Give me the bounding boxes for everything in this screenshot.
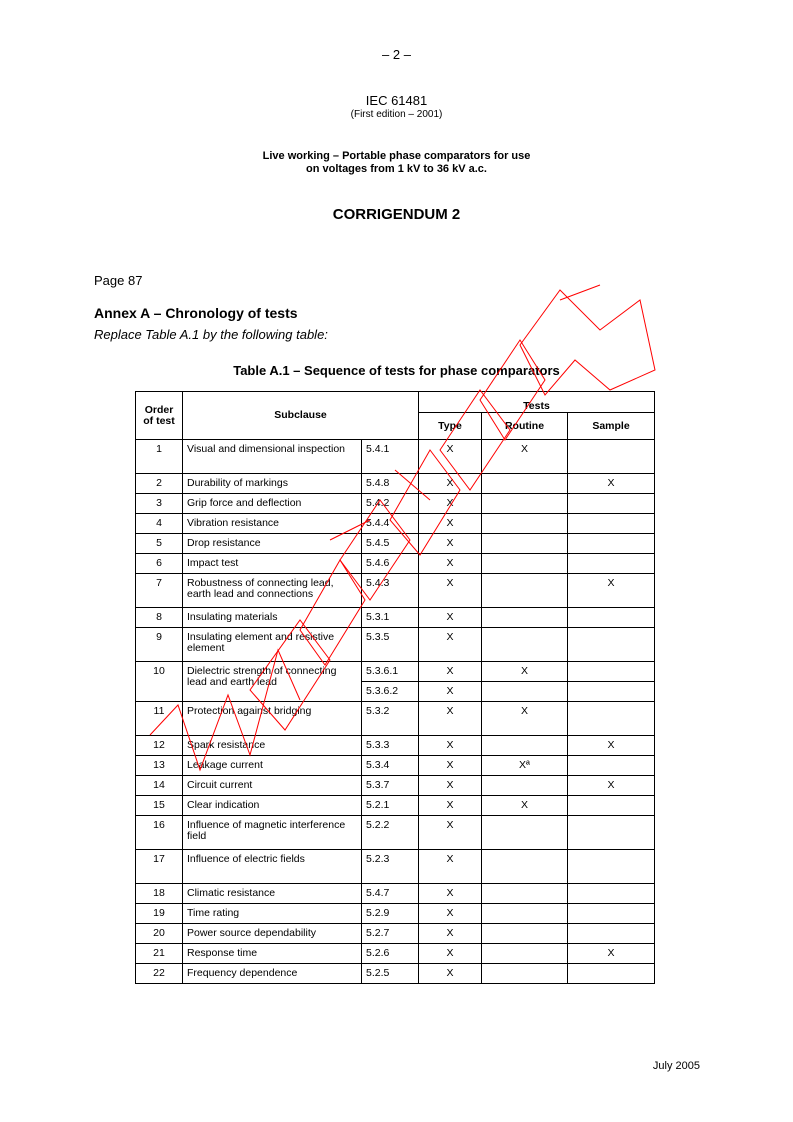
clause-cell: 5.4.7 xyxy=(362,884,419,904)
annex-heading: Annex A – Chronology of tests xyxy=(94,305,298,321)
type-cell: X xyxy=(419,554,482,574)
clause-cell: 5.4.3 xyxy=(362,574,419,608)
subclause-name-cell: Drop resistance xyxy=(183,534,362,554)
sample-cell: X xyxy=(568,736,655,756)
clause-cell: 5.4.2 xyxy=(362,494,419,514)
subclause-name-cell: Visual and dimensional inspection xyxy=(183,440,362,474)
routine-cell: X xyxy=(482,796,568,816)
type-cell: X xyxy=(419,756,482,776)
page-reference: Page 87 xyxy=(94,273,143,288)
subclause-name-cell: Circuit current xyxy=(183,776,362,796)
order-cell: 11 xyxy=(136,702,183,736)
subclause-name-cell: Insulating element and resistive element xyxy=(183,628,362,662)
type-cell: X xyxy=(419,514,482,534)
clause-cell: 5.3.2 xyxy=(362,702,419,736)
type-cell: X xyxy=(419,702,482,736)
routine-cell: Xª xyxy=(482,756,568,776)
subclause-name-cell: Clear indication xyxy=(183,796,362,816)
order-cell: 17 xyxy=(136,850,183,884)
type-cell: X xyxy=(419,796,482,816)
subclause-name-cell: Response time xyxy=(183,944,362,964)
header-order: Order of test xyxy=(136,392,183,440)
subclause-name-cell: Climatic resistance xyxy=(183,884,362,904)
subclause-name-cell: Robustness of connecting lead, earth lead and connections xyxy=(183,574,362,608)
type-cell: X xyxy=(419,964,482,984)
sample-cell: X xyxy=(568,574,655,608)
type-cell: X xyxy=(419,494,482,514)
subclause-name-cell: Spark resistance xyxy=(183,736,362,756)
order-cell: 10 xyxy=(136,662,183,702)
order-cell: 6 xyxy=(136,554,183,574)
type-cell: X xyxy=(419,850,482,884)
clause-cell: 5.3.6.2 xyxy=(362,682,419,702)
routine-cell: X xyxy=(482,440,568,474)
clause-cell: 5.4.1 xyxy=(362,440,419,474)
order-cell: 13 xyxy=(136,756,183,776)
header-tests: Tests xyxy=(419,392,655,413)
order-cell: 18 xyxy=(136,884,183,904)
type-cell: X xyxy=(419,884,482,904)
clause-cell: 5.2.9 xyxy=(362,904,419,924)
order-cell: 19 xyxy=(136,904,183,924)
title-line-1: Live working – Portable phase comparators for use xyxy=(262,150,531,162)
order-cell: 14 xyxy=(136,776,183,796)
clause-cell: 5.4.4 xyxy=(362,514,419,534)
title-line-2: on voltages from 1 kV to 36 kV a.c. xyxy=(306,163,487,175)
subclause-name-cell: Influence of electric fields xyxy=(183,850,362,884)
order-cell: 15 xyxy=(136,796,183,816)
type-cell: X xyxy=(419,574,482,608)
clause-cell: 5.4.5 xyxy=(362,534,419,554)
clause-cell: 5.3.6.1 xyxy=(362,662,419,682)
type-cell: X xyxy=(419,736,482,756)
clause-cell: 5.3.4 xyxy=(362,756,419,776)
order-cell: 7 xyxy=(136,574,183,608)
order-cell: 5 xyxy=(136,534,183,554)
subclause-name-cell: Power source dependability xyxy=(183,924,362,944)
sample-cell: X xyxy=(568,474,655,494)
watermark-outline xyxy=(150,285,655,770)
type-cell: X xyxy=(419,662,482,682)
header-routine: Routine xyxy=(482,413,568,440)
clause-cell: 5.2.3 xyxy=(362,850,419,884)
subclause-name-cell: Protection against bridging xyxy=(183,702,362,736)
subclause-name-cell: Leakage current xyxy=(183,756,362,776)
type-cell: X xyxy=(419,628,482,662)
clause-cell: 5.2.2 xyxy=(362,816,419,850)
order-cell: 12 xyxy=(136,736,183,756)
subclause-name-cell: Vibration resistance xyxy=(183,514,362,534)
clause-cell: 5.4.8 xyxy=(362,474,419,494)
clause-cell: 5.2.7 xyxy=(362,924,419,944)
type-cell: X xyxy=(419,608,482,628)
type-cell: X xyxy=(419,904,482,924)
routine-cell: X xyxy=(482,662,568,682)
clause-cell: 5.3.7 xyxy=(362,776,419,796)
type-cell: X xyxy=(419,474,482,494)
order-cell: 22 xyxy=(136,964,183,984)
clause-cell: 5.3.1 xyxy=(362,608,419,628)
subclause-name-cell: Frequency dependence xyxy=(183,964,362,984)
header-type: Type xyxy=(419,413,482,440)
routine-cell: X xyxy=(482,702,568,736)
sample-cell: X xyxy=(568,944,655,964)
edition-note: (First edition – 2001) xyxy=(350,109,443,120)
type-cell: X xyxy=(419,944,482,964)
footer-date: July 2005 xyxy=(652,1060,700,1072)
replace-instruction: Replace Table A.1 by the following table: xyxy=(94,327,328,342)
table-caption: Table A.1 – Sequence of tests for phase comparators xyxy=(233,363,560,378)
document-id: IEC 61481 xyxy=(365,93,428,108)
subclause-name-cell: Grip force and deflection xyxy=(183,494,362,514)
type-cell: X xyxy=(419,924,482,944)
order-cell: 3 xyxy=(136,494,183,514)
order-cell: 20 xyxy=(136,924,183,944)
subclause-name-cell: Influence of magnetic interference field xyxy=(183,816,362,850)
subclause-name-cell: Time rating xyxy=(183,904,362,924)
clause-cell: 5.2.5 xyxy=(362,964,419,984)
corrigendum-heading: CORRIGENDUM 2 xyxy=(332,206,461,223)
type-cell: X xyxy=(419,682,482,702)
type-cell: X xyxy=(419,440,482,474)
type-cell: X xyxy=(419,776,482,796)
subclause-name-cell: Dielectric strength of connecting lead and earth lead xyxy=(183,662,362,702)
order-cell: 1 xyxy=(136,440,183,474)
subclause-name-cell: Durability of markings xyxy=(183,474,362,494)
header-subclause: Subclause xyxy=(183,392,419,440)
sample-cell: X xyxy=(568,776,655,796)
clause-cell: 5.3.5 xyxy=(362,628,419,662)
subclause-name-cell: Insulating materials xyxy=(183,608,362,628)
clause-cell: 5.4.6 xyxy=(362,554,419,574)
order-cell: 9 xyxy=(136,628,183,662)
header-sample: Sample xyxy=(568,413,655,440)
order-cell: 21 xyxy=(136,944,183,964)
type-cell: X xyxy=(419,816,482,850)
order-cell: 2 xyxy=(136,474,183,494)
clause-cell: 5.3.3 xyxy=(362,736,419,756)
clause-cell: 5.2.6 xyxy=(362,944,419,964)
order-cell: 4 xyxy=(136,514,183,534)
page-number: – 2 – xyxy=(382,47,411,62)
order-cell: 16 xyxy=(136,816,183,850)
subclause-name-cell: Impact test xyxy=(183,554,362,574)
order-cell: 8 xyxy=(136,608,183,628)
type-cell: X xyxy=(419,534,482,554)
clause-cell: 5.2.1 xyxy=(362,796,419,816)
